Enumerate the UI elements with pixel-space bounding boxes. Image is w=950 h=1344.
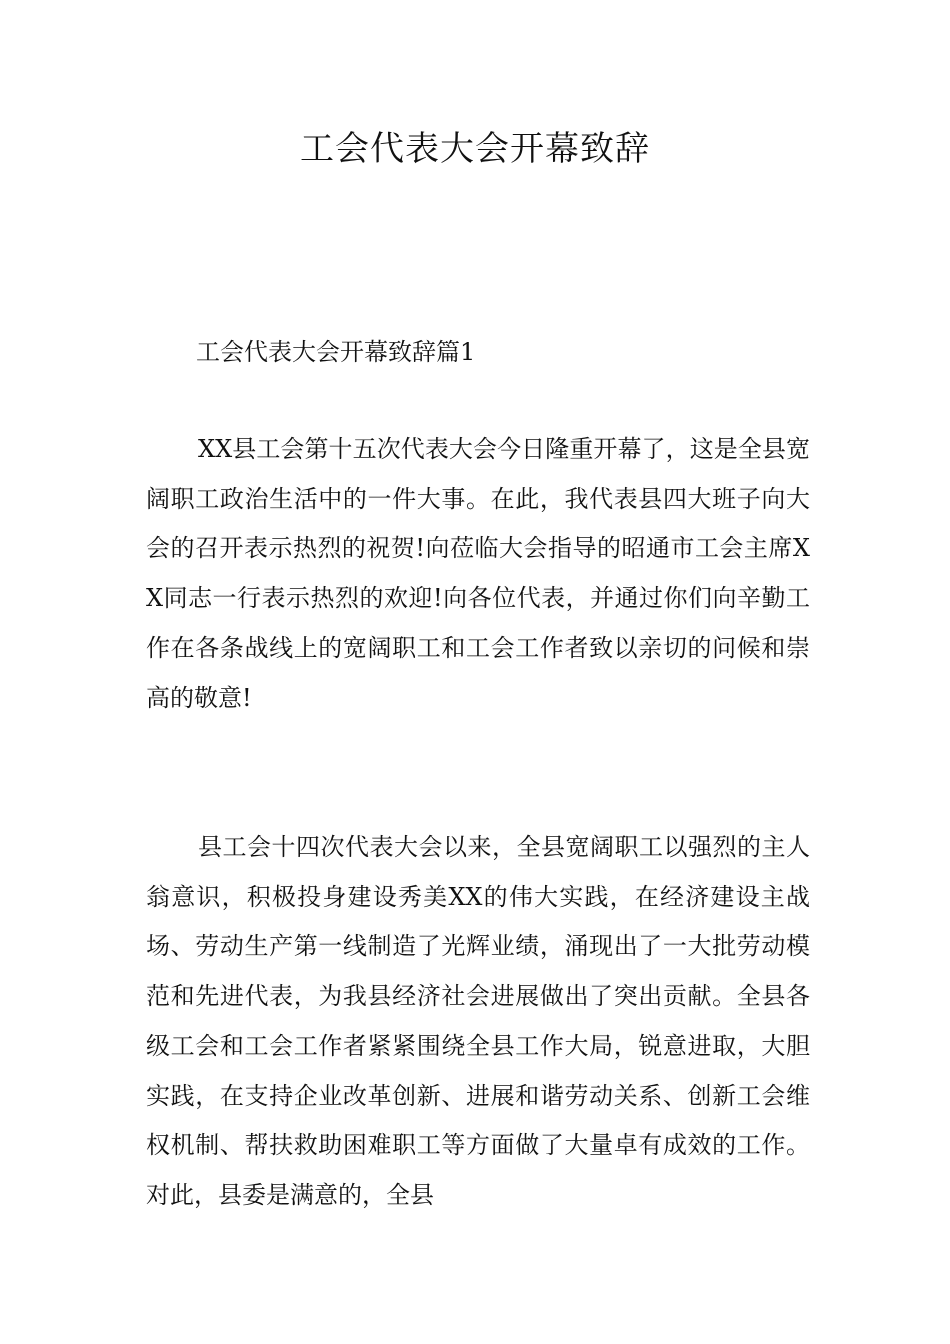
document-title: 工会代表大会开幕致辞 <box>300 129 650 169</box>
body-paragraph-2: 县工会十四次代表大会以来，全县宽阔职工以强烈的主人翁意识，积极投身建设秀美XX的伟大实践，在经济建设主战场、劳动生产第一线制造了光辉业绩，涌现出了一大批劳动模范和先进代表，为我县经济社会进展做出了突出贡献。全县各级工会和工会工作者紧紧围绕全县工作大局，锐意进取，大胆实践，在支持企业改革创新、进展和谐劳动关系、创新工会维权机制、帮扶救助困难职工等方面做了大量卓有成效的工作。对此，县委是满意的，全县 <box>146 833 810 1209</box>
section-heading: 工会代表大会开幕致辞篇1 <box>196 338 476 366</box>
body-paragraph-1: XX县工会第十五次代表大会今日隆重开幕了，这是全县宽阔职工政治生活中的一件大事。在此，我代表县四大班子向大会的召开表示热烈的祝贺!向莅临大会指导的昭通市工会主席XX同志一行表示热烈的欢迎!向各位代表，并通过你们向辛勤工作在各条战线上的宽阔职工和工会工作者致以亲切的问候和崇高的敬意! <box>146 435 810 712</box>
